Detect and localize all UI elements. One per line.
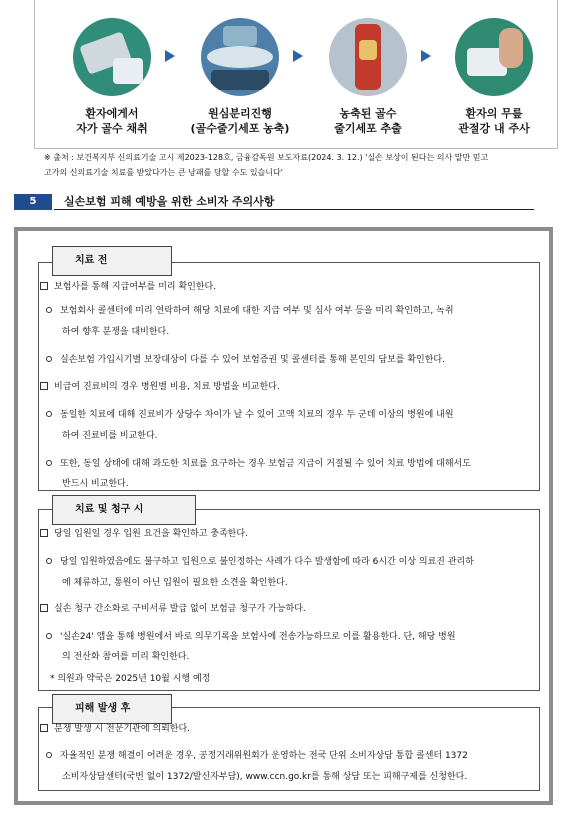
flow-step-2-label: 원심분리진행 <box>208 107 272 120</box>
circle-bullet-icon <box>46 633 52 639</box>
checkbox-square-icon <box>40 724 48 732</box>
flow-step-1-sublabel: 자가 골수 채취 <box>76 122 148 135</box>
flow-step-3 <box>313 18 423 136</box>
claim-item-2: 당일 입원하였음에도 불구하고 입원으로 불인정하는 사례가 다수 발생함에 따라 6시간 이상 의료진 관리하 <box>46 555 474 570</box>
section-heading <box>14 194 534 210</box>
circle-bullet-icon <box>46 356 52 362</box>
source-line-2: 고가의 신의료기술 치료를 받았다가는 큰 낭패를 당할 수도 있습니다' <box>44 168 283 177</box>
before-treatment-tab: 치료 전 <box>52 246 172 276</box>
circle-bullet-icon <box>46 558 52 564</box>
circle-bullet-icon <box>46 752 52 758</box>
arrow-right-icon <box>421 50 431 62</box>
source-line-1: ※ 출처 : 보건복지부 신의료기술 고시 제2023-128호, 금융감독원 보도자료(2024. 3. 12.) '실손 보상이 된다는 의사 말만 믿고 <box>44 153 489 162</box>
after-item-2: 자율적인 분쟁 해결이 어려운 경우, 공정거래위원회가 운영하는 전국 단위 소비자상담 통합 콜센터 1372 <box>46 749 468 764</box>
circle-bullet-icon <box>46 411 52 417</box>
claim-item-2-cont: 에 체류하고, 통원이 아닌 입원이 필요한 소견을 확인한다. <box>62 578 288 588</box>
flow-step-3-label: 농축된 골수 <box>339 107 397 120</box>
claim-item-4: '실손24' 앱을 통해 병원에서 바로 의무기록을 보험사에 전송가능하므로 이를 활용한다. 단, 해당 병원 <box>46 630 456 645</box>
before-item-1: 보험사를 통해 지급여부를 미리 확인한다. <box>40 280 216 295</box>
before-item-2: 보험회사 콜센터에 미리 연락하여 해당 치료에 대한 지급 여부 및 심사 여부 등을 미리 확인하고, 녹취 <box>46 304 454 319</box>
claim-item-3: 실손 청구 간소화로 구비서류 발급 없이 보험금 청구가 가능하다. <box>40 602 306 617</box>
section-title: 실손보험 피해 예방을 위한 소비자 주의사항 <box>64 195 275 208</box>
before-item-6-cont: 반드시 비교한다. <box>62 479 129 489</box>
flow-step-4-sublabel: 관절강 내 주사 <box>458 122 530 135</box>
knee-injection-photo <box>455 18 533 96</box>
source-note <box>44 150 544 180</box>
flow-step-4-label: 환자의 무릎 <box>465 107 523 120</box>
procedure-flow <box>34 0 558 149</box>
before-item-3: 실손보험 가입시기별 보장대상이 다를 수 있어 보험증권 및 콜센터를 통해 본인의 담보를 확인한다. <box>46 353 445 368</box>
checkbox-square-icon <box>40 382 48 390</box>
before-item-6: 또한, 동일 상태에 대해 과도한 치료를 요구하는 경우 보험금 지급이 거절될 수 있어 치료 방법에 대해서도 <box>46 457 471 472</box>
flow-step-1-label: 환자에게서 <box>85 107 139 120</box>
after-item-2-cont: 소비자상담센터(국번 없이 1372/발신자부담), www.ccn.go.kr를 통해 상담 또는 피해구제를 신청한다. <box>62 772 468 782</box>
section-number: 5 <box>14 194 52 210</box>
before-item-5: 동일한 치료에 대해 진료비가 상당수 차이가 날 수 있어 고액 치료의 경우 두 군데 이상의 병원에 내원 <box>46 408 454 423</box>
claim-footnote: * 의원과 약국은 2025년 10월 시행 예정 <box>50 674 211 684</box>
checkbox-square-icon <box>40 529 48 537</box>
stem-cell-extraction-photo <box>329 18 407 96</box>
claim-item-1: 당일 입원일 경우 입원 요건을 확인하고 충족한다. <box>40 527 248 542</box>
arrow-right-icon <box>293 50 303 62</box>
checkbox-square-icon <box>40 282 48 290</box>
centrifuge-photo <box>201 18 279 96</box>
before-item-5-cont: 하여 진료비를 비교한다. <box>62 431 158 441</box>
after-item-1: 분쟁 발생 시 전문기관에 의뢰한다. <box>40 722 190 737</box>
flow-step-1 <box>57 18 167 136</box>
claim-tab: 치료 및 청구 시 <box>52 495 196 525</box>
flow-step-2-sublabel: (골수줄기세포 농축) <box>190 122 290 135</box>
arrow-right-icon <box>165 50 175 62</box>
flow-step-2 <box>185 18 295 136</box>
after-damage-tab: 피해 발생 후 <box>52 694 172 724</box>
bone-marrow-harvest-photo <box>73 18 151 96</box>
before-item-2-cont: 하여 향후 분쟁을 대비한다. <box>62 327 170 337</box>
before-item-4: 비급여 진료비의 경우 병원별 비용, 치료 방법을 비교한다. <box>40 380 280 395</box>
flow-step-4 <box>439 18 549 136</box>
checkbox-square-icon <box>40 604 48 612</box>
circle-bullet-icon <box>46 460 52 466</box>
claim-item-4-cont: 의 전산화 참여를 미리 확인한다. <box>62 652 190 662</box>
circle-bullet-icon <box>46 307 52 313</box>
flow-step-3-sublabel: 줄기세포 추출 <box>334 122 402 135</box>
